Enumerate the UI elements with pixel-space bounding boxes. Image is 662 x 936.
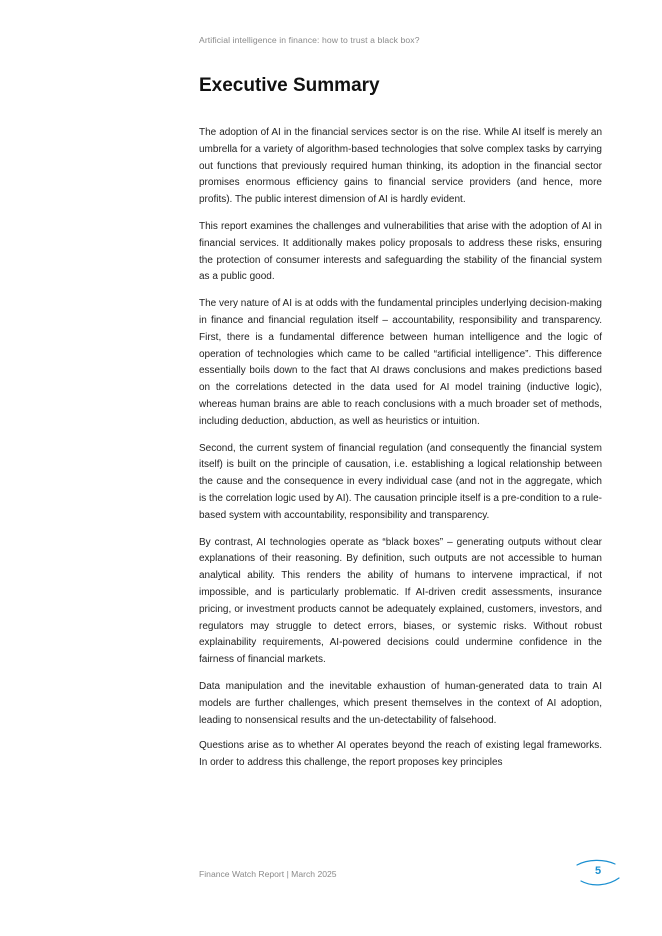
- paragraph: The adoption of AI in the financial services sector is on the rise. While AI itself is merely an umbrella for a variety of algorithm-based technologies that solve complex tasks by carrying out functions that previously required human thinking, its adoption in the financial sector promises enormous efficiency gains to financial service providers (and hence, more profits). The public interest dimension of AI is hardly evident.: [199, 127, 602, 206]
- page-badge: [574, 857, 622, 889]
- page-title: Executive Summary: [199, 75, 380, 96]
- paragraph: Questions arise as to whether AI operates beyond the reach of existing legal frameworks. In order to address this challenge, the report proposes key principles: [199, 740, 602, 769]
- paragraph: By contrast, AI technologies operate as “black boxes” – generating outputs without clear explanations of their reasoning. By definition, such outputs are not accessible to human analytical ability. This renders the ability of humans to intervene impractical, if not impossible, and is particularly problematic. If AI-driven credit assessments, insurance pricing, or investment products cannot be adequately explained, customers, investors, and regulators may struggle to detect errors, biases, or systemic risks. Without robust explainability requirements, AI-powered decisions could undermine confidence in the fairness of financial markets.: [199, 536, 602, 666]
- paragraph: Second, the current system of financial regulation (and consequently the financial system itself) is built on the principle of causation, i.e. establishing a logical relationship between the cause and the consequence in every individual case (and not in the aggregate, which is the correlation logic used by AI). The causation principle itself is a pre-condition to a rule-based system with accountability, responsibility and transparency.: [199, 442, 602, 521]
- body-text: [199, 125, 602, 782]
- page-number: 5: [594, 865, 602, 877]
- paragraph: The very nature of AI is at odds with the fundamental principles underlying decision-making in finance and financial regulation itself – accountability, responsibility and transparency. First, there is a fundamental difference between human intelligence and the logic of operation of technologies which came to be called “artificial intelligence”. This difference essentially boils down to the fact that AI draws conclusions and makes predictions based on the correlations detected in the data used for AI model training (inductive logic), whereas human brains are able to reach conclusions with a much broader set of methods, including deduction, abduction, as well as heuristics or intuition.: [199, 298, 602, 427]
- paragraph: This report examines the challenges and vulnerabilities that arise with the adoption of AI in financial services. It additionally makes policy proposals to address these risks, ensuring the protection of consumer interests and safeguarding the stability of the financial system as a public good.: [199, 220, 602, 283]
- footer-source: Finance Watch Report | March 2025: [199, 869, 337, 879]
- paragraph: Data manipulation and the inevitable exhaustion of human-generated data to train AI models are further challenges, which present themselves in the context of AI adoption, leading to nonsensical results and the un-detectability of falsehood.: [199, 680, 602, 726]
- running-header: Artificial intelligence in finance: how to trust a black box?: [199, 35, 420, 45]
